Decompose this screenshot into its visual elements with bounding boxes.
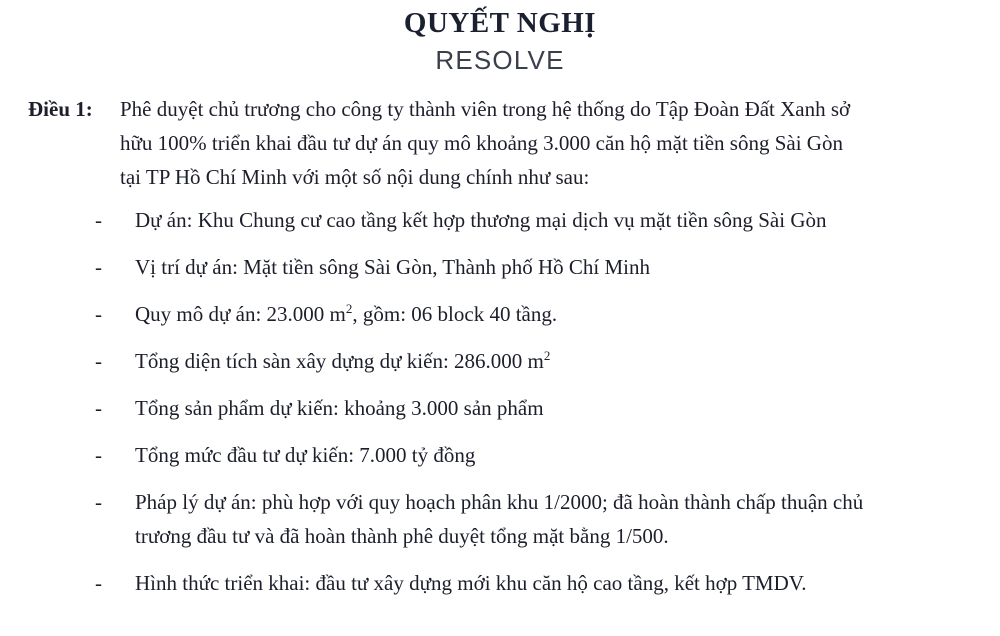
document-subtitle: RESOLVE: [435, 45, 565, 75]
text-line: Tổng diện tích sàn xây dựng dự kiến: 286.000 $m^2$: [135, 348, 551, 373]
text-line: Hình thức triển khai: đầu tư xây dựng mới khu căn hộ cao tầng, kết hợp TMDV.: [135, 571, 807, 595]
text-line: Dự án: Khu Chung cư cao tầng kết hợp thương mại dịch vụ mặt tiền sông Sài Gòn: [135, 208, 827, 232]
text-line: hữu 100% triển khai đầu tư dự án quy mô khoảng 3.000 căn hộ mặt tiền sông Sài Gòn: [120, 131, 843, 155]
bullet-marker: -: [95, 443, 102, 467]
bullet-marker: -: [95, 302, 102, 326]
list-item: [95, 438, 980, 472]
text-line: Quy mô dự án: 23.000 $m^2$, gồm: 06 block 40 tầng.: [135, 301, 558, 326]
list-item: [95, 391, 980, 425]
document-title: QUYẾT NGHỊ: [403, 7, 597, 39]
article-label: Điều 1:: [28, 97, 93, 121]
article-body: [120, 92, 976, 194]
document-title-block: [0, 6, 1000, 76]
list-item-text: [135, 297, 980, 331]
list-item: [95, 203, 980, 237]
list-item-text: [135, 485, 980, 553]
text-line: trương đầu tư và đã hoàn thành phê duyệt tổng mặt bằng 1/500.: [135, 524, 669, 548]
list-item-text: [135, 203, 980, 237]
bullet-marker: -: [95, 208, 102, 232]
bullet-marker: -: [95, 349, 102, 373]
list-item-text: [135, 391, 980, 425]
text-line: Tổng sản phẩm dự kiến: khoảng 3.000 sản phẩm: [135, 396, 544, 420]
text-line: Tổng mức đầu tư dự kiến: 7.000 tỷ đồng: [135, 443, 476, 467]
article-row: [28, 92, 976, 194]
text-line: Phê duyệt chủ trương cho công ty thành viên trong hệ thống do Tập Đoàn Đất Xanh sở: [120, 97, 851, 121]
list-item-text: [135, 438, 980, 472]
text-line: Pháp lý dự án: phù hợp với quy hoạch phân khu 1/2000; đã hoàn thành chấp thuận chủ: [135, 490, 864, 514]
superscript: 2: [345, 301, 353, 316]
list-item: [95, 485, 980, 553]
text-line: tại TP Hồ Chí Minh với một số nội dung chính như sau:: [120, 165, 590, 189]
bullet-marker: -: [95, 571, 102, 595]
list-item: [95, 566, 980, 600]
text-line: Vị trí dự án: Mặt tiền sông Sài Gòn, Thành phố Hồ Chí Minh: [135, 255, 650, 279]
article-section: [28, 92, 976, 194]
list-item: [95, 250, 980, 284]
list-item: [95, 297, 980, 331]
list-item: [95, 344, 980, 378]
list-item-text: [135, 250, 980, 284]
bullet-list: [95, 203, 980, 600]
list-item-text: [135, 344, 980, 378]
bullet-marker: -: [95, 396, 102, 420]
bullet-marker: -: [95, 255, 102, 279]
list-item-text: [135, 566, 980, 600]
bullet-marker: -: [95, 490, 102, 514]
superscript: 2: [543, 348, 551, 363]
